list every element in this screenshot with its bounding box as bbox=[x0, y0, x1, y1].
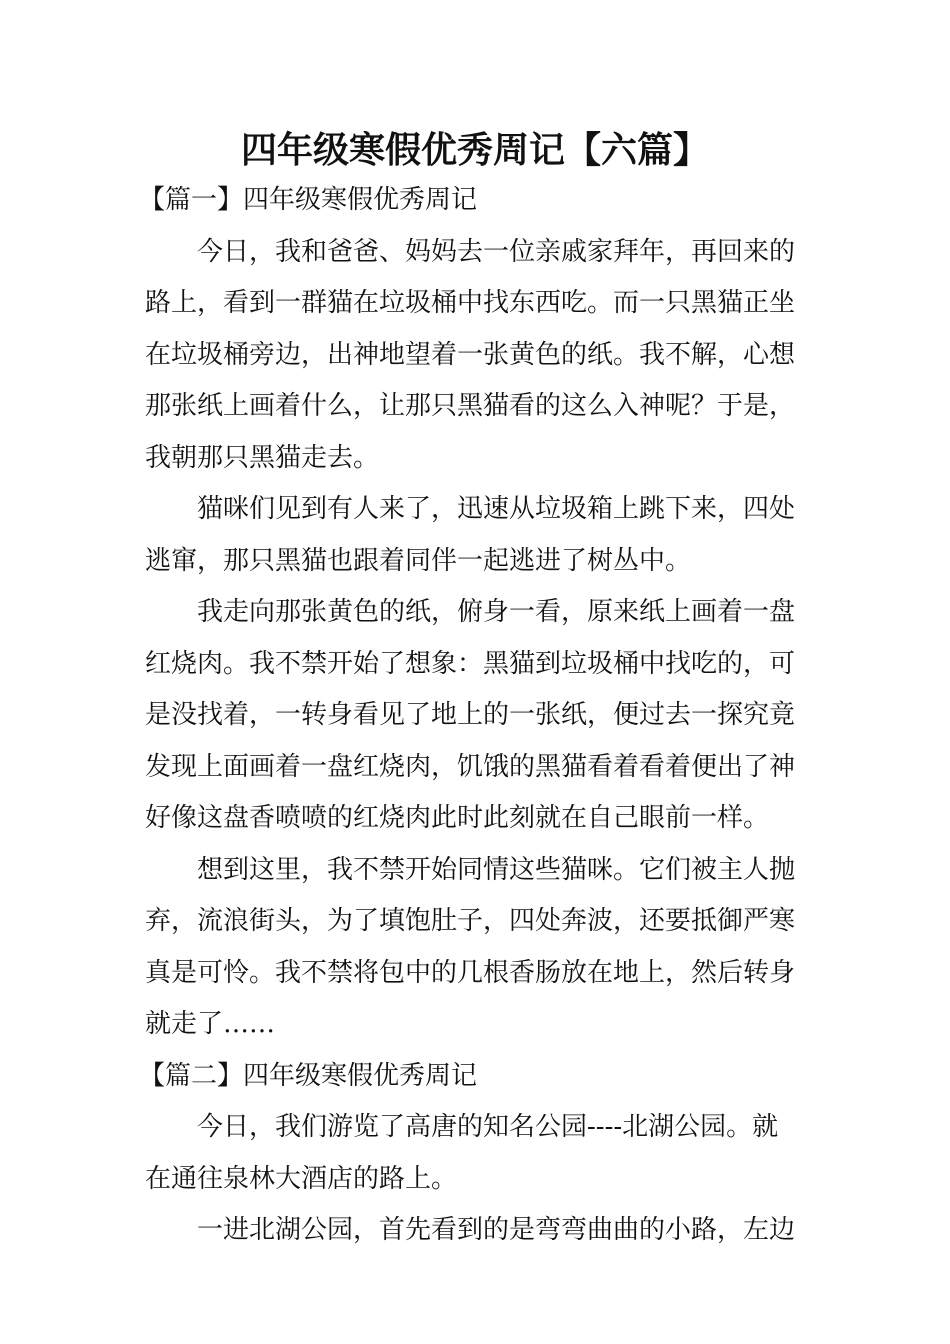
paragraph-line: 在通往泉林大酒店的路上。 bbox=[145, 1163, 458, 1194]
paragraph-line: 弃，流浪街头，为了填饱肚子，四处奔波，还要抵御严寒 bbox=[145, 906, 796, 936]
paragraph-line: 那张纸上画着什么，让那只黑猫看的这么入神呢？于是， bbox=[145, 391, 796, 421]
paragraph-line: 今日，我和爸爸、妈妈去一位亲戚家拜年，再回来的 bbox=[197, 236, 796, 267]
paragraph-line: 红烧肉。我不禁开始了想象：黑猫到垃圾桶中找吃的，可 bbox=[145, 648, 796, 679]
paragraph-line: 真是可怜。我不禁将包中的几根香肠放在地上，然后转身 bbox=[145, 957, 796, 988]
paragraph-line: 猫咪们见到有人来了，迅速从垃圾箱上跳下来，四处 bbox=[197, 494, 796, 524]
paragraph-line: 发现上面画着一盘红烧肉，饥饿的黑猫看着看着便出了神 bbox=[145, 751, 796, 782]
paragraph-line: 路上，看到一群猫在垃圾桶中找东西吃。而一只黑猫正坐 bbox=[145, 288, 796, 318]
paragraph-line: 我朝那只黑猫走去。 bbox=[145, 442, 380, 473]
paragraph-line: 我走向那张黄色的纸，俯身一看，原来纸上画着一盘 bbox=[197, 597, 796, 627]
section-heading: 【篇二】四年级寒假优秀周记 bbox=[139, 1060, 478, 1091]
paragraph-line: 就走了…… bbox=[145, 1009, 276, 1039]
document-body bbox=[139, 175, 810, 1257]
paragraph-line: 是没找着，一转身看见了地上的一张纸，便过去一探究竟 bbox=[145, 700, 796, 730]
paragraph-line: 逃窜，那只黑猫也跟着同伴一起逃进了树丛中。 bbox=[145, 545, 692, 576]
paragraph-line: 一进北湖公园，首先看到的是弯弯曲曲的小路，左边 bbox=[197, 1215, 796, 1245]
paragraph-line: 好像这盘香喷喷的红烧肉此时此刻就在自己眼前一样。 bbox=[145, 803, 770, 833]
paragraph-line: 在垃圾桶旁边，出神地望着一张黄色的纸。我不解，心想 bbox=[145, 339, 796, 370]
paragraph-line: 今日，我们游览了高唐的知名公园----北湖公园。就 bbox=[197, 1112, 779, 1142]
document-title: 四年级寒假优秀周记【六篇】 bbox=[240, 129, 709, 171]
section-heading: 【篇一】四年级寒假优秀周记 bbox=[139, 185, 478, 215]
paragraph-line: 想到这里，我不禁开始同情这些猫咪。它们被主人抛 bbox=[197, 854, 796, 885]
